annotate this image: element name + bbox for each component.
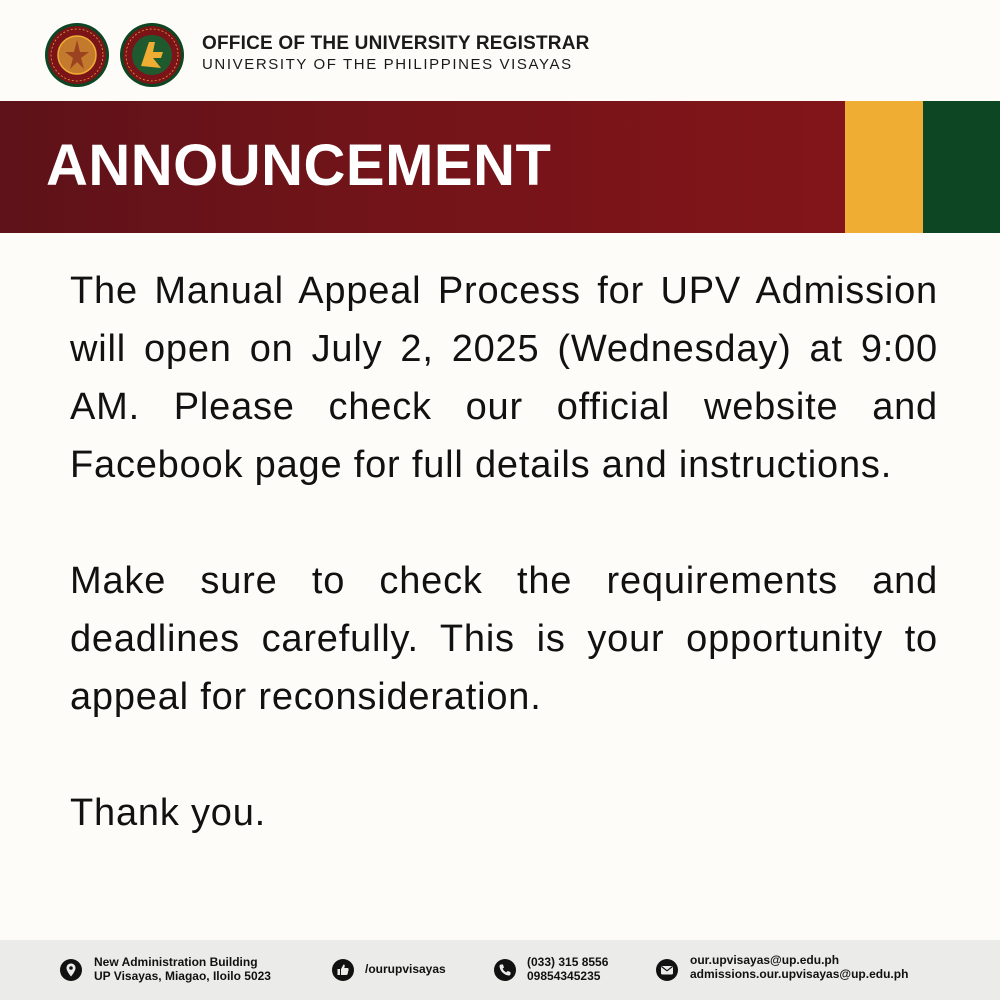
gold-stripe	[845, 101, 923, 233]
announcement-body	[70, 262, 938, 842]
emails	[690, 953, 908, 981]
phone-2[interactable]: 09854345235	[527, 969, 601, 983]
address-line-2: UP Visayas, Miagao, Iloilo 5023	[94, 969, 271, 983]
email-2[interactable]: admissions.our.upvisayas@up.edu.ph	[690, 967, 909, 981]
registrar-seal-icon	[119, 22, 185, 88]
paragraph-2: Make sure to check the requirements and deadlines carefully. This is your opportunity to appeal for reconsideration.	[70, 560, 938, 718]
address	[94, 955, 271, 983]
up-seal-icon	[44, 22, 110, 88]
address-line-1: New Administration Building	[94, 955, 258, 969]
location-pin-icon	[60, 959, 82, 981]
facebook-handle[interactable]: /ourupvisayas	[365, 962, 446, 976]
closing: Thank you.	[70, 792, 266, 834]
email-1[interactable]: our.upvisayas@up.edu.ph	[690, 953, 840, 967]
phone-icon	[494, 959, 516, 981]
thumbs-up-icon	[332, 959, 354, 981]
office-title: OFFICE OF THE UNIVERSITY REGISTRAR	[202, 33, 590, 54]
announcement-banner	[0, 101, 845, 233]
footer	[0, 940, 1000, 1000]
green-stripe	[923, 101, 1000, 233]
phone-numbers	[527, 955, 608, 983]
phone-1[interactable]: (033) 315 8556	[527, 955, 609, 969]
university-name: UNIVERSITY OF THE PHILIPPINES VISAYAS	[202, 56, 573, 73]
email-icon	[656, 959, 678, 981]
banner-title: ANNOUNCEMENT	[46, 133, 552, 198]
header	[0, 0, 1000, 101]
paragraph-1: The Manual Appeal Process for UPV Admission will open on July 2, 2025 (Wednesday) at 9:00 AM. Please check our official website and Facebook page for full details and instructions.	[70, 270, 938, 486]
